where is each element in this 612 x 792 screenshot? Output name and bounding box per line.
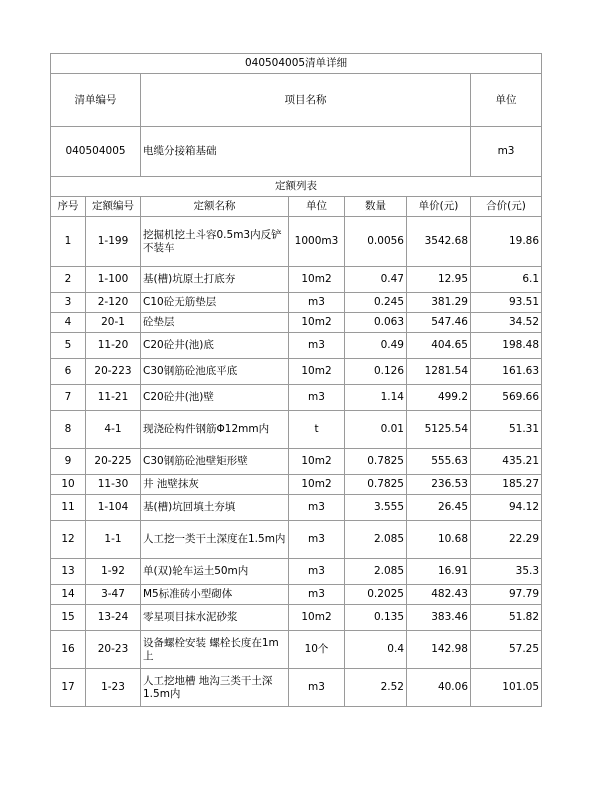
- quota-code: 1-1: [86, 521, 141, 559]
- page-title: 040504005清单详细: [51, 54, 542, 74]
- quota-total: 34.52: [471, 313, 542, 333]
- quota-code: 13-24: [86, 605, 141, 631]
- quota-name: C30钢筋砼池壁矩形壁: [141, 449, 289, 475]
- quota-seq: 14: [51, 585, 86, 605]
- quota-unit: m3: [289, 495, 345, 521]
- bill-info-row: [51, 127, 542, 177]
- quota-total: 93.51: [471, 293, 542, 313]
- quota-total: 51.31: [471, 411, 542, 449]
- quota-seq: 12: [51, 521, 86, 559]
- table-row: [51, 495, 542, 521]
- quota-total: 19.86: [471, 217, 542, 267]
- quota-name: 零星项目抹水泥砂浆: [141, 605, 289, 631]
- quota-seq: 9: [51, 449, 86, 475]
- quota-seq: 11: [51, 495, 86, 521]
- bill-code: 040504005: [51, 127, 141, 177]
- quota-qty: 2.085: [345, 559, 407, 585]
- quota-total: 161.63: [471, 359, 542, 385]
- quota-name: 砼垫层: [141, 313, 289, 333]
- quota-total: 22.29: [471, 521, 542, 559]
- bill-unit: m3: [471, 127, 542, 177]
- quota-qty: 0.063: [345, 313, 407, 333]
- quota-seq-header: 序号: [51, 197, 86, 217]
- quota-unit-price: 383.46: [407, 605, 471, 631]
- quota-total: 94.12: [471, 495, 542, 521]
- quota-seq: 17: [51, 669, 86, 707]
- quota-unit-price: 3542.68: [407, 217, 471, 267]
- table-row: [51, 559, 542, 585]
- quota-qty: 0.01: [345, 411, 407, 449]
- quota-unit-price: 404.65: [407, 333, 471, 359]
- quota-total-header: 合价(元): [471, 197, 542, 217]
- quota-qty: 0.0056: [345, 217, 407, 267]
- quota-code: 11-21: [86, 385, 141, 411]
- table-row: [51, 449, 542, 475]
- quota-total: 101.05: [471, 669, 542, 707]
- quota-qty: 3.555: [345, 495, 407, 521]
- quota-unit: 10个: [289, 631, 345, 669]
- quota-unit: 10m2: [289, 449, 345, 475]
- quota-qty: 2.085: [345, 521, 407, 559]
- table-row: [51, 411, 542, 449]
- quota-name: C20砼井(池)底: [141, 333, 289, 359]
- bill-detail-table: [50, 53, 542, 707]
- quota-name: 人工挖地槽 地沟三类干土深1.5m内: [141, 669, 289, 707]
- quota-code: 11-20: [86, 333, 141, 359]
- quota-code: 2-120: [86, 293, 141, 313]
- quota-qty: 1.14: [345, 385, 407, 411]
- table-row: [51, 313, 542, 333]
- quota-qty: 0.126: [345, 359, 407, 385]
- bill-header-row: [51, 74, 542, 127]
- quota-unit: 10m2: [289, 605, 345, 631]
- quota-unit: t: [289, 411, 345, 449]
- quota-unit-price: 1281.54: [407, 359, 471, 385]
- quota-name: 单(双)轮车运土50m内: [141, 559, 289, 585]
- bill-name-header: 项目名称: [141, 74, 471, 127]
- quota-total: 6.1: [471, 267, 542, 293]
- quota-qty: 2.52: [345, 669, 407, 707]
- quota-unit: m3: [289, 669, 345, 707]
- quota-section-title: 定额列表: [51, 177, 542, 197]
- quota-code: 20-1: [86, 313, 141, 333]
- quota-code: 3-47: [86, 585, 141, 605]
- table-row: [51, 475, 542, 495]
- quota-unit-price: 26.45: [407, 495, 471, 521]
- quota-unit: m3: [289, 585, 345, 605]
- quota-code: 1-199: [86, 217, 141, 267]
- quota-name: M5标准砖小型砌体: [141, 585, 289, 605]
- quota-code: 4-1: [86, 411, 141, 449]
- quota-seq: 15: [51, 605, 86, 631]
- quota-unit-header: 单位: [289, 197, 345, 217]
- quota-name: 基(槽)坑原土打底夯: [141, 267, 289, 293]
- quota-total: 51.82: [471, 605, 542, 631]
- bill-name: 电缆分接箱基础: [141, 127, 471, 177]
- quota-seq: 16: [51, 631, 86, 669]
- table-row: [51, 605, 542, 631]
- quota-header-row: [51, 197, 542, 217]
- table-row: [51, 585, 542, 605]
- quota-total: 569.66: [471, 385, 542, 411]
- quota-total: 198.48: [471, 333, 542, 359]
- quota-seq: 13: [51, 559, 86, 585]
- quota-name-header: 定额名称: [141, 197, 289, 217]
- quota-unit: m3: [289, 293, 345, 313]
- quota-seq: 2: [51, 267, 86, 293]
- quota-qty: 0.7825: [345, 475, 407, 495]
- quota-name: 井 池壁抹灰: [141, 475, 289, 495]
- quota-unit-price: 5125.54: [407, 411, 471, 449]
- quota-unit: 10m2: [289, 475, 345, 495]
- quota-qty: 0.47: [345, 267, 407, 293]
- quota-name: C30钢筋砼池底平底: [141, 359, 289, 385]
- quota-code: 1-92: [86, 559, 141, 585]
- quota-name: 设备螺栓安装 螺栓长度在1m上: [141, 631, 289, 669]
- table-row: [51, 359, 542, 385]
- table-row: [51, 521, 542, 559]
- quota-unit-price: 12.95: [407, 267, 471, 293]
- quota-code: 20-225: [86, 449, 141, 475]
- quota-unit-price: 499.2: [407, 385, 471, 411]
- quota-seq: 1: [51, 217, 86, 267]
- quota-qty-header: 数量: [345, 197, 407, 217]
- quota-name: 挖掘机挖土斗容0.5m3内反铲不装车: [141, 217, 289, 267]
- quota-unit-price: 16.91: [407, 559, 471, 585]
- quota-seq: 10: [51, 475, 86, 495]
- table-row: [51, 293, 542, 313]
- quota-total: 35.3: [471, 559, 542, 585]
- quota-code: 20-23: [86, 631, 141, 669]
- quota-unit: 1000m3: [289, 217, 345, 267]
- quota-unit-price: 381.29: [407, 293, 471, 313]
- quota-unit: m3: [289, 559, 345, 585]
- quota-unit: m3: [289, 521, 345, 559]
- quota-unit: 10m2: [289, 313, 345, 333]
- quota-seq: 5: [51, 333, 86, 359]
- quota-code: 1-104: [86, 495, 141, 521]
- table-row: [51, 333, 542, 359]
- table-row: [51, 385, 542, 411]
- quota-code: 20-223: [86, 359, 141, 385]
- quota-seq: 8: [51, 411, 86, 449]
- table-row: [51, 267, 542, 293]
- table-row: [51, 669, 542, 707]
- quota-seq: 6: [51, 359, 86, 385]
- quota-total: 97.79: [471, 585, 542, 605]
- quota-code: 1-23: [86, 669, 141, 707]
- quota-unit-price: 142.98: [407, 631, 471, 669]
- quota-code: 11-30: [86, 475, 141, 495]
- quota-unit: m3: [289, 385, 345, 411]
- quota-name: 人工挖一类干土深度在1.5m内: [141, 521, 289, 559]
- bill-code-header: 清单编号: [51, 74, 141, 127]
- quota-unit: 10m2: [289, 359, 345, 385]
- quota-total: 435.21: [471, 449, 542, 475]
- quota-qty: 0.4: [345, 631, 407, 669]
- quota-seq: 3: [51, 293, 86, 313]
- quota-unit: 10m2: [289, 267, 345, 293]
- quota-name: 现浇砼构件钢筋Φ12mm内: [141, 411, 289, 449]
- table-row: [51, 631, 542, 669]
- quota-name: 基(槽)坑回填土夯填: [141, 495, 289, 521]
- quota-code: 1-100: [86, 267, 141, 293]
- quota-qty: 0.245: [345, 293, 407, 313]
- bill-unit-header: 单位: [471, 74, 542, 127]
- quota-code-header: 定额编号: [86, 197, 141, 217]
- quota-total: 57.25: [471, 631, 542, 669]
- quota-unit-price: 10.68: [407, 521, 471, 559]
- quota-unit-price: 40.06: [407, 669, 471, 707]
- quota-qty: 0.49: [345, 333, 407, 359]
- quota-total: 185.27: [471, 475, 542, 495]
- quota-qty: 0.2025: [345, 585, 407, 605]
- quota-name: C10砼无筋垫层: [141, 293, 289, 313]
- quota-seq: 7: [51, 385, 86, 411]
- table-row: [51, 217, 542, 267]
- quota-unit: m3: [289, 333, 345, 359]
- quota-name: C20砼井(池)壁: [141, 385, 289, 411]
- quota-qty: 0.135: [345, 605, 407, 631]
- quota-unit-price: 236.53: [407, 475, 471, 495]
- quota-unit-price: 482.43: [407, 585, 471, 605]
- quota-seq: 4: [51, 313, 86, 333]
- quota-unit-price: 555.63: [407, 449, 471, 475]
- quota-unit-price: 547.46: [407, 313, 471, 333]
- quota-qty: 0.7825: [345, 449, 407, 475]
- quota-unit-price-header: 单价(元): [407, 197, 471, 217]
